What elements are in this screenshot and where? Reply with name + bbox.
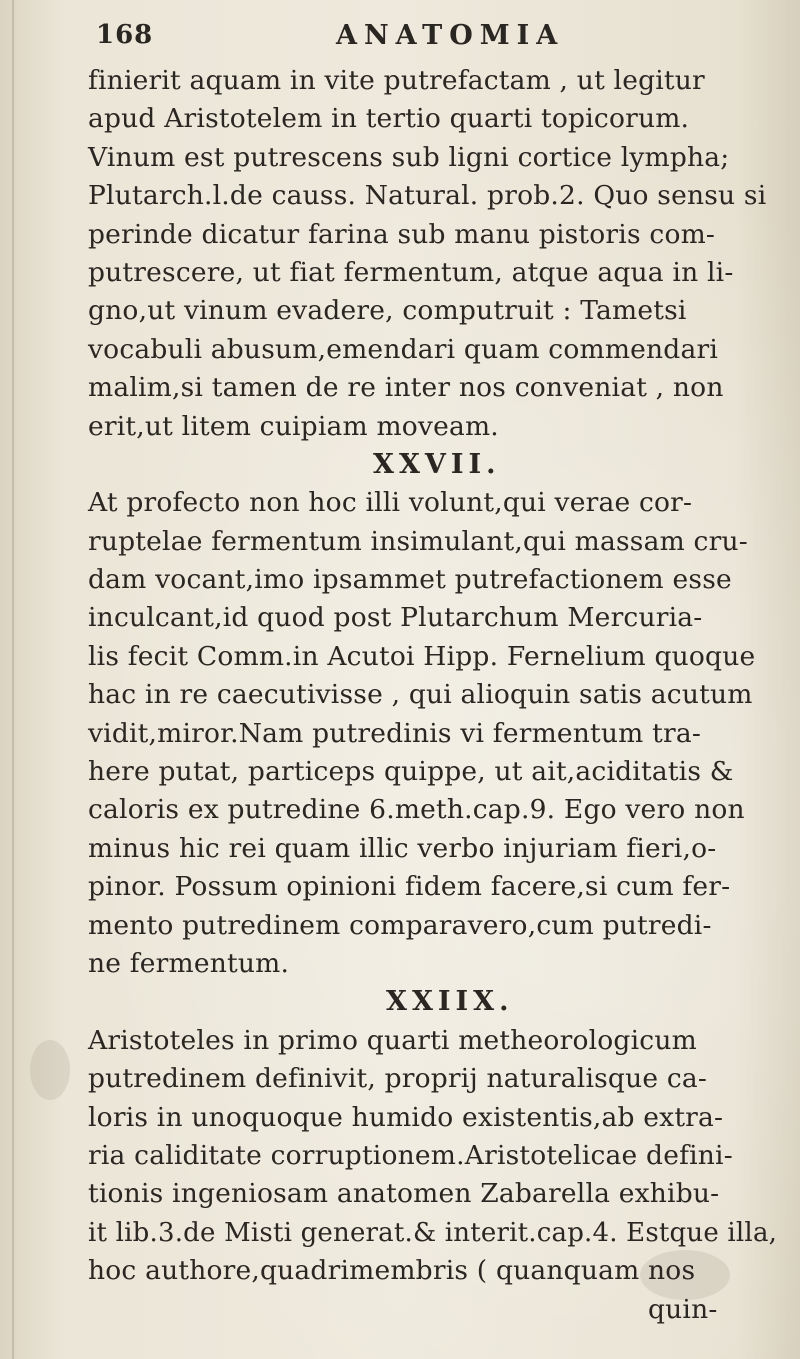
text-line: vidit,miror.Nam putredinis vi fermentum tra- bbox=[88, 717, 701, 749]
text-line: finierit aquam in vite putrefactam , ut legitur bbox=[88, 65, 705, 96]
body-text bbox=[88, 62, 778, 1329]
text-line: caloris ex putredine 6.meth.cap.9. Ego vero non bbox=[88, 794, 745, 826]
text-line: inculcant,id quod post Plutarchum Mercuria- bbox=[88, 602, 703, 634]
text-line: lis fecit Comm.in Acutoi Hipp. Fernelium quoque bbox=[88, 640, 756, 672]
text-line: apud Aristotelem in tertio quarti topicorum. bbox=[88, 103, 690, 135]
text-line: malim,si tamen de re inter nos conveniat , non bbox=[88, 372, 724, 404]
text-line: erit,ut litem cuipiam moveam. bbox=[88, 410, 499, 442]
section-heading: XXVII. bbox=[373, 448, 501, 480]
text-line: Vinum est putrescens sub ligni cortice lympha; bbox=[88, 141, 730, 173]
section-heading: XXIIX. bbox=[386, 986, 514, 1018]
text-line: pinor. Possum opinioni fidem facere,si cum fer- bbox=[88, 871, 731, 903]
text-line: hac in re caecutivisse , qui alioquin satis acutum bbox=[88, 679, 753, 711]
text-line: minus hic rei quam illic verbo injuriam fieri,o- bbox=[88, 832, 717, 864]
page-number: 168 bbox=[96, 20, 154, 50]
text-line: Aristoteles in primo quarti metheorologicum bbox=[88, 1024, 697, 1056]
catchword: quin- bbox=[648, 1293, 718, 1325]
text-line: hoc authore,quadrimembris ( quanquam nos bbox=[88, 1255, 696, 1287]
text-line: gno,ut vinum evadere, computruit : Tametsi bbox=[88, 295, 687, 327]
text-line: loris in unoquoque humido existentis,ab extra- bbox=[88, 1101, 724, 1133]
text-line: putrescere, ut fiat fermentum, atque aqua in li- bbox=[88, 256, 734, 288]
running-head: ANATOMIA bbox=[336, 20, 565, 51]
text-line: ruptelae fermentum insimulant,qui massam cru- bbox=[88, 525, 748, 557]
text-line: here putat, particeps quippe, ut ait,aciditatis & bbox=[88, 756, 734, 788]
text-line: vocabuli abusum,emendari quam commendari bbox=[88, 333, 718, 365]
text-line: perinde dicatur farina sub manu pistoris com- bbox=[88, 218, 716, 250]
page-gutter bbox=[12, 0, 14, 1359]
text-line: dam vocant,imo ipsammet putrefactionem esse bbox=[88, 564, 732, 596]
text-line: ria caliditate corruptionem.Aristotelicae defini- bbox=[88, 1139, 733, 1171]
text-line: At profecto non hoc illi volunt,qui verae cor- bbox=[88, 487, 693, 519]
text-line: tionis ingeniosam anatomen Zabarella exhibu- bbox=[88, 1178, 720, 1210]
paper-stain bbox=[30, 1040, 70, 1100]
text-line: mento putredinem comparavero,cum putredi- bbox=[88, 909, 712, 941]
text-line: it lib.3.de Misti generat.& interit.cap.4. Estque illa, bbox=[88, 1217, 778, 1248]
text-line: Plutarch.l.de causs. Natural. prob.2. Quo sensu si bbox=[88, 180, 767, 212]
text-line: putredinem definivit, proprij naturalisque ca- bbox=[88, 1063, 708, 1095]
text-line: ne fermentum. bbox=[88, 947, 290, 979]
page-header bbox=[96, 20, 740, 60]
